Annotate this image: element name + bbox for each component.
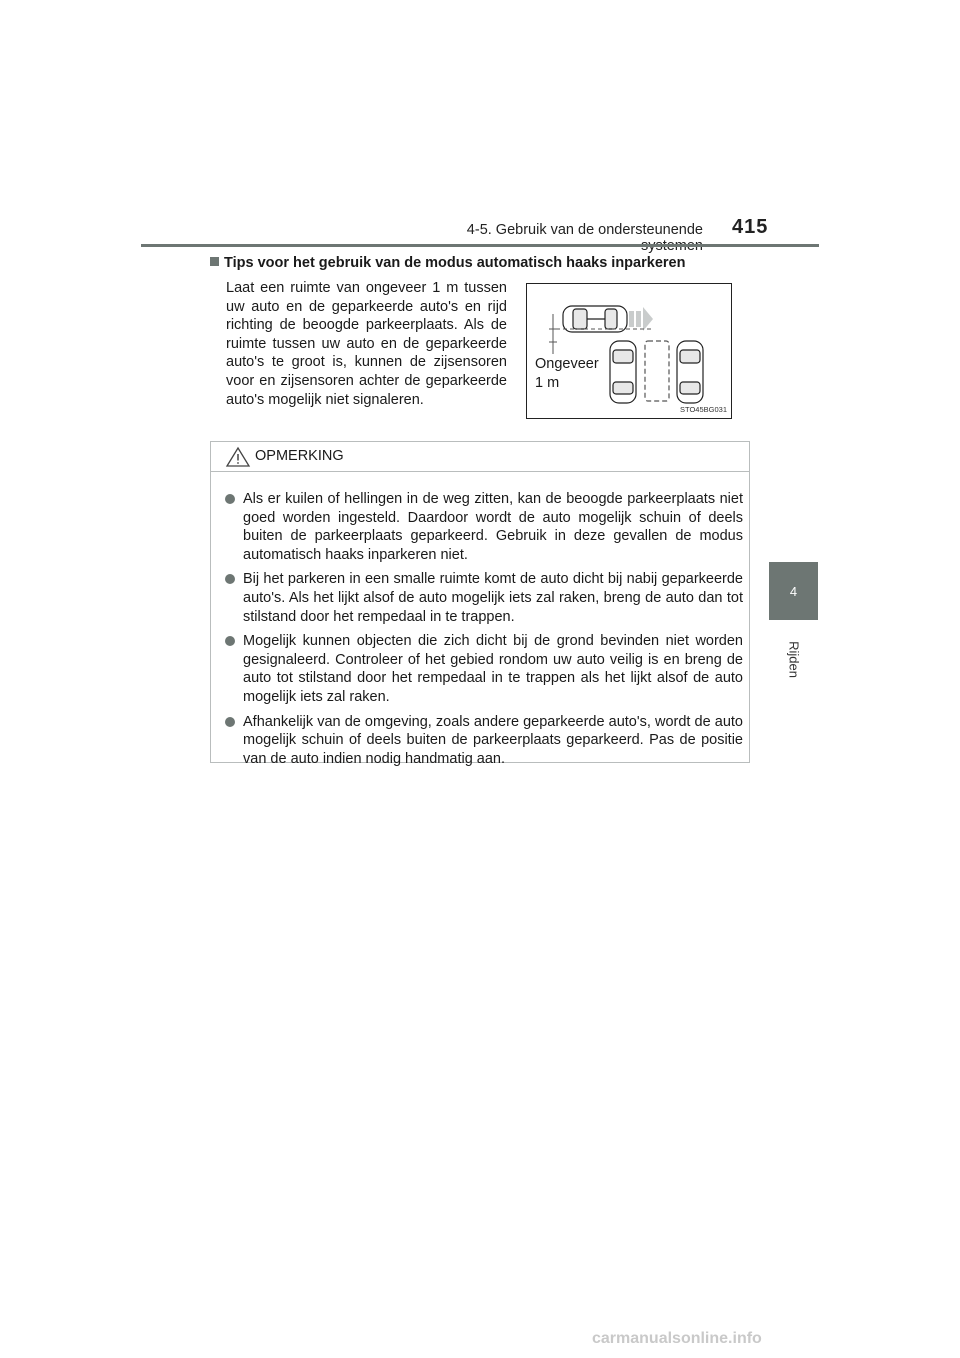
list-item	[225, 632, 743, 706]
moving-car-icon	[563, 306, 627, 332]
list-item	[225, 570, 743, 626]
intro-paragraph: Laat een ruimte van ongeveer 1 m tussen uw auto en de geparkeerde auto's en rijd richting de beoogde parkeerplaats. Als de ruimte tussen uw auto en de geparkeerde auto's te groot is, kunnen de zijsensoren voor en zijsensoren achter de geparkeerde auto's mogelijk niet signaleren.	[226, 280, 507, 408]
list-item-text: Afhankelijk van de omgeving, zoals andere geparkeerde auto's, wordt de auto mogelijk schuin of deels buiten de parkeerplaats geparkeerd. Pas de positie van de auto indien nodig handmatig aan.	[243, 713, 743, 767]
running-header: 4-5. Gebruik van de ondersteunende	[466, 222, 703, 238]
notice-box	[210, 441, 750, 767]
distance-label-line2: 1 m	[535, 375, 560, 391]
section-heading-text: Tips voor het gebruik van de modus automatisch haaks inparkeren	[224, 255, 686, 271]
notice-list	[225, 490, 743, 774]
bullet-icon	[225, 494, 235, 504]
chapter-tab[interactable]	[769, 562, 818, 620]
square-bullet-icon	[210, 257, 219, 266]
notice-title: OPMERKING	[255, 448, 344, 464]
list-item	[225, 713, 743, 769]
list-item-text: Bij het parkeren in een smalle ruimte komt de auto dicht bij nabij geparkeerde auto's. Als het lijkt alsof de auto mogelijk iets zal raken, breng de auto dan tot stilstand door het rempedaal in te trappen.	[243, 571, 743, 625]
target-parking-slot	[645, 341, 669, 401]
list-item-text: Mogelijk kunnen objecten die zich dicht bij de grond bevinden niet worden gesignaleerd. Controleer of het gebied rondom uw auto veilig is en breng de auto tot stilstand door het rempedaal in te trappen als het lijkt alsof de auto mogelijk iets zal raken.	[243, 633, 743, 705]
parked-car-left-icon	[610, 341, 636, 403]
list-item-text: Als er kuilen of hellingen in de weg zitten, kan de beoogde parkeerplaats niet goed worden ingesteld. Daardoor wordt de auto mogelijk schuin of deels buiten de parkeerplaats geparkeerd. Gebruik in deze gevallen de modus automatisch haaks inparkeren niet.	[243, 491, 743, 563]
parked-car-right-icon	[677, 341, 703, 403]
parking-diagram	[526, 283, 732, 419]
direction-arrow-icon	[629, 307, 653, 331]
figure-code: STO45BG031	[680, 405, 727, 414]
list-item	[225, 490, 743, 564]
watermark: carmanualsonline.info	[592, 1330, 762, 1347]
bullet-icon	[225, 574, 235, 584]
section-heading	[210, 255, 770, 271]
chapter-label: Rijden	[786, 641, 802, 678]
chapter-number: 4	[789, 583, 798, 599]
bullet-icon	[225, 717, 235, 727]
distance-label-line1: Ongeveer	[535, 356, 599, 372]
header-rule	[141, 244, 819, 247]
distance-label	[535, 355, 599, 393]
notice-header	[211, 442, 749, 472]
parking-illustration	[527, 284, 731, 418]
page-number: 415	[732, 216, 769, 238]
bullet-icon	[225, 636, 235, 646]
warning-triangle-icon	[225, 446, 251, 468]
